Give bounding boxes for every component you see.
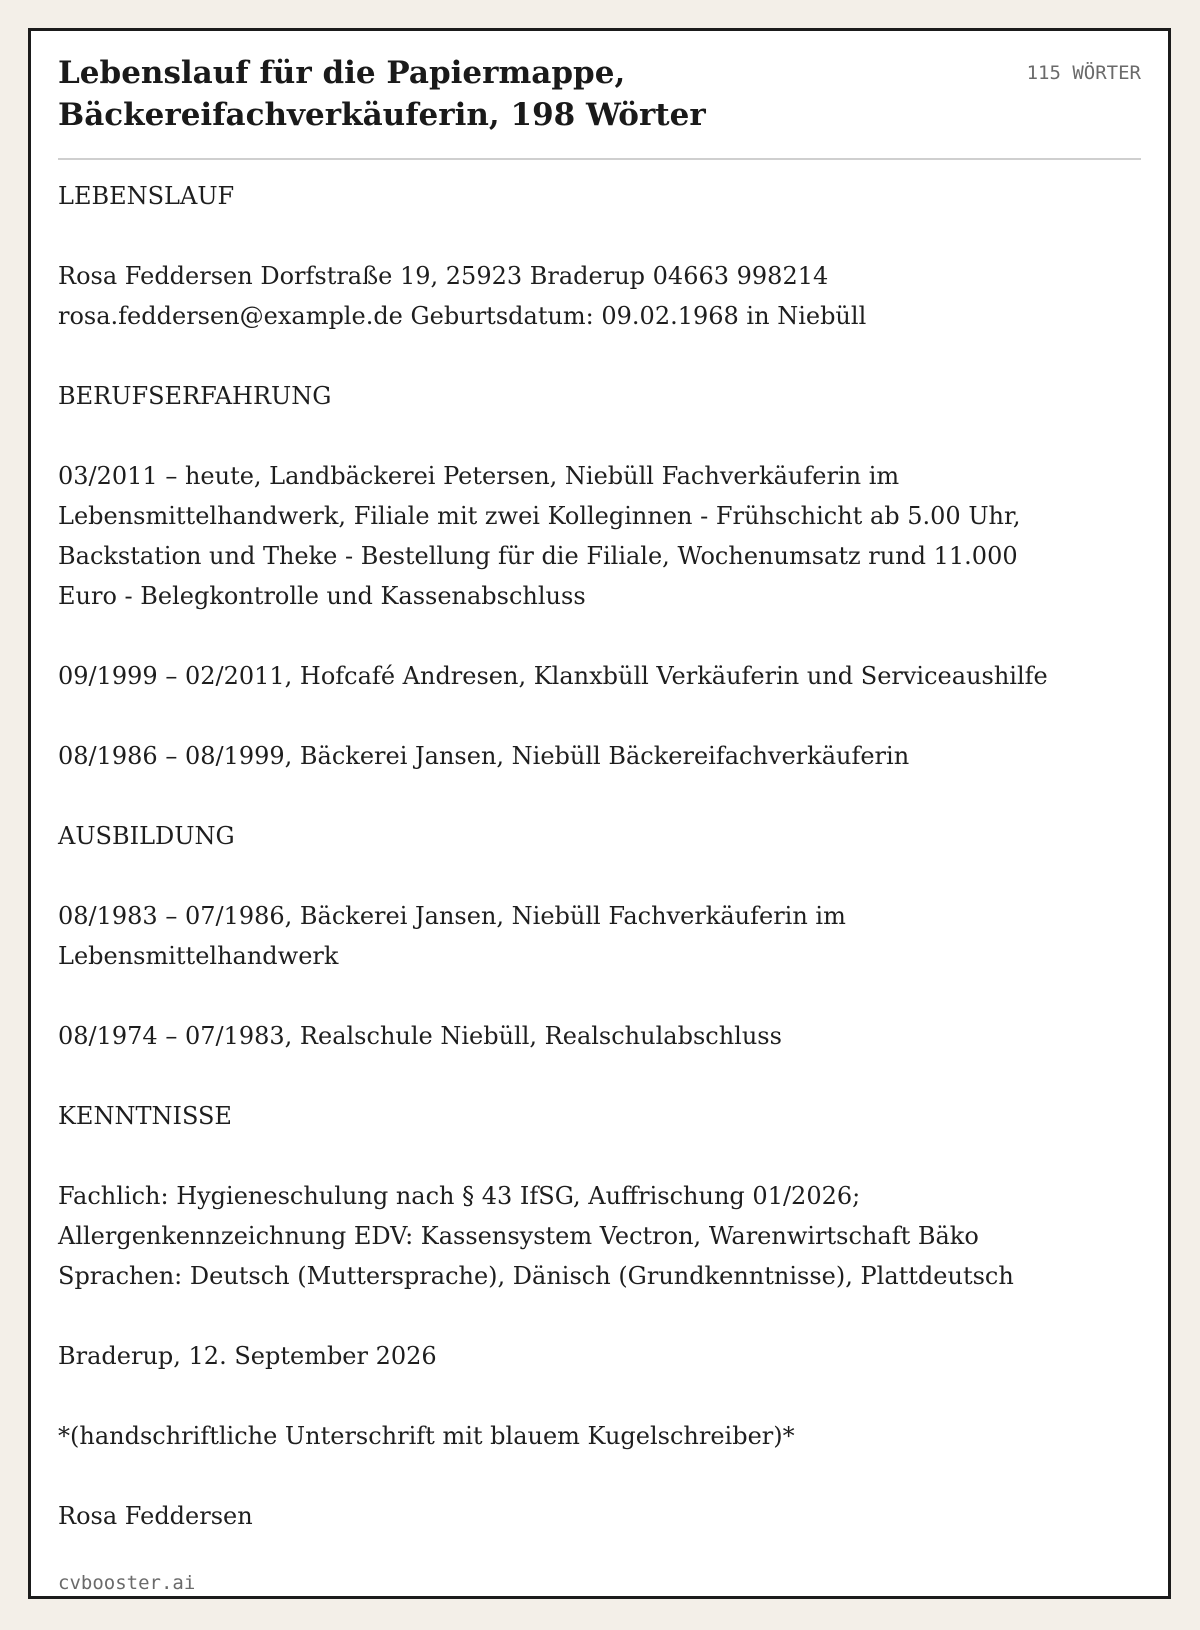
document-card: [28, 28, 1171, 1599]
brand-footer: cvbooster.ai: [58, 1572, 196, 1594]
contact-block: [58, 256, 1141, 336]
word-count-badge: 115 WÖRTER: [1026, 62, 1141, 84]
education-entry: [58, 1016, 1141, 1056]
signature-note: *(handschriftliche Unterschrift mit blauem Kugelschreiber)*: [58, 1422, 795, 1450]
education-line: 08/1974 – 07/1983, Realschule Niebüll, Realschulabschluss: [58, 1022, 782, 1050]
experience-line: 03/2011 – heute, Landbäckerei Petersen, Niebüll Fachverkäuferin im: [58, 462, 900, 490]
experience-line: Euro - Belegkontrolle und Kassenabschluss: [58, 582, 586, 610]
experience-line: Lebensmittelhandwerk, Filiale mit zwei Kolleginnen - Frühschicht ab 5.00 Uhr,: [58, 502, 1021, 530]
experience-entry: [58, 656, 1141, 696]
skills-line: Sprachen: Deutsch (Muttersprache), Dänisch (Grundkenntnisse), Plattdeutsch: [58, 1262, 1014, 1290]
skills-heading: KENNTNISSE: [58, 1102, 232, 1130]
document-title: Lebenslauf für die Papiermappe, Bäckereifachverkäuferin, 198 Wörter: [58, 55, 706, 133]
skills-line: Allergenkennzeichnung EDV: Kassensystem Vectron, Warenwirtschaft Bäko: [58, 1222, 979, 1250]
document-header: [58, 31, 1141, 160]
experience-line: Backstation und Theke - Bestellung für die Filiale, Wochenumsatz rund 11.000: [58, 542, 1018, 570]
skills-block: [58, 1176, 1141, 1296]
experience-heading: BERUFSERFAHRUNG: [58, 382, 332, 410]
education-line: 08/1983 – 07/1986, Bäckerei Jansen, Niebüll Fachverkäuferin im: [58, 902, 846, 930]
signature-name: Rosa Feddersen: [58, 1502, 253, 1530]
experience-line: 09/1999 – 02/2011, Hofcafé Andresen, Klanxbüll Verkäuferin und Serviceaushilfe: [58, 662, 1048, 690]
skills-line: Fachlich: Hygieneschulung nach § 43 IfSG, Auffrischung 01/2026;: [58, 1182, 861, 1210]
cv-heading: LEBENSLAUF: [58, 182, 235, 210]
contact-line: Rosa Feddersen Dorfstraße 19, 25923 Braderup 04663 998214: [58, 262, 829, 290]
experience-entry: [58, 456, 1141, 616]
contact-line: rosa.feddersen@example.de Geburtsdatum: 09.02.1968 in Niebüll: [58, 302, 867, 330]
cv-body: [58, 160, 1141, 1536]
experience-line: 08/1986 – 08/1999, Bäckerei Jansen, Niebüll Bäckereifachverkäuferin: [58, 742, 910, 770]
education-line: Lebensmittelhandwerk: [58, 942, 339, 970]
place-date: Braderup, 12. September 2026: [58, 1342, 437, 1370]
experience-entry: [58, 736, 1141, 776]
education-entry: [58, 896, 1141, 976]
education-heading: AUSBILDUNG: [58, 822, 235, 850]
